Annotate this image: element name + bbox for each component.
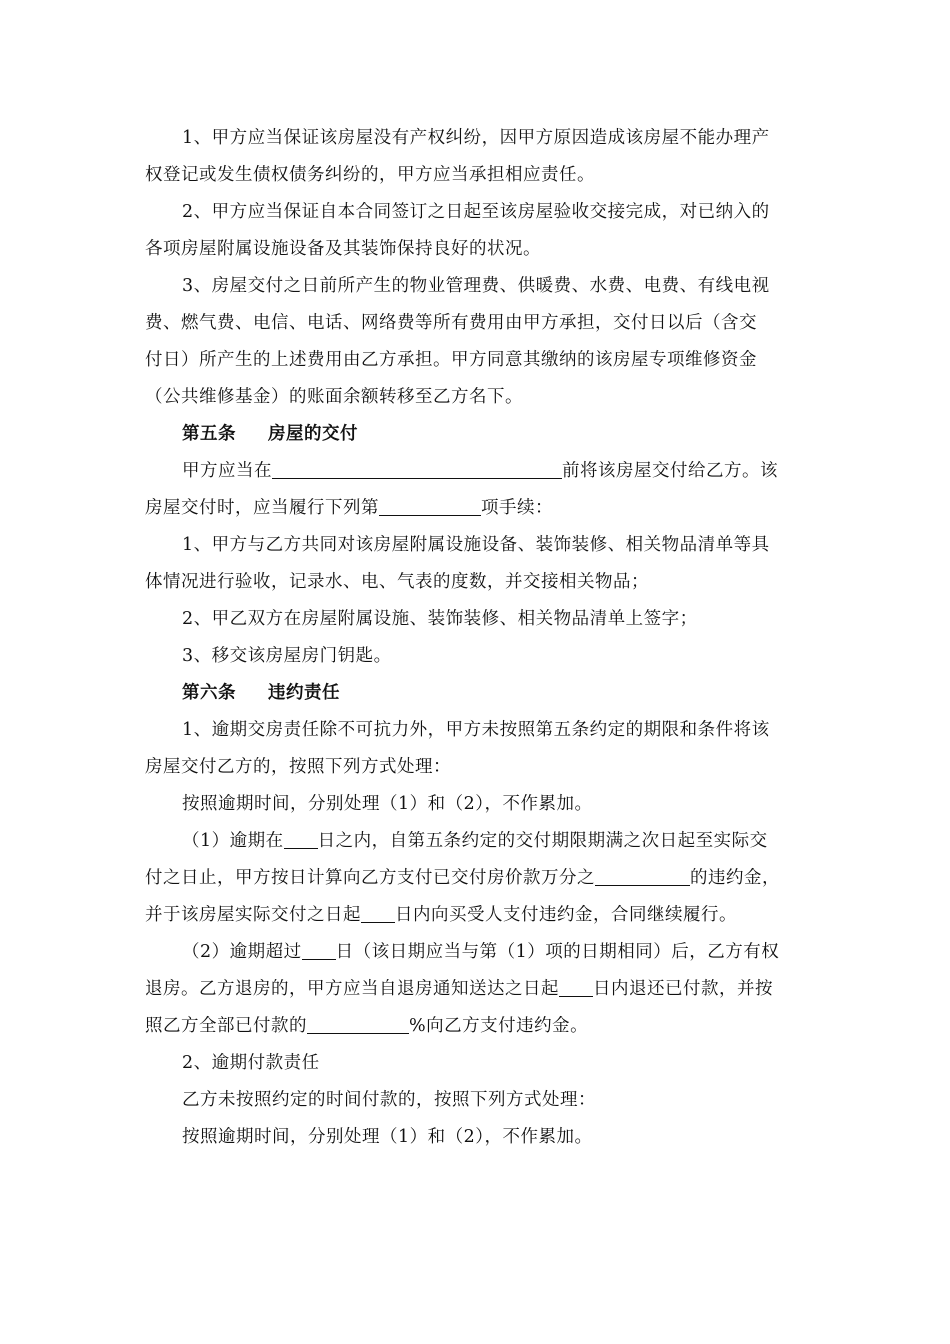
clause-line: （1）逾期在 日之内，自第五条约定的交付期限期满之次日起至实际交 [182, 831, 768, 851]
procedure-item: 3、移交该房屋房门钥匙。 [182, 646, 392, 666]
clause-line: 付之日止，甲方按日计算向乙方支付已交付房价款万分之 的违约金， [145, 868, 780, 888]
clause-line: 照乙方全部已付款的 %向乙方支付违约金。 [145, 1016, 589, 1036]
clause-line: （公共维修基金）的账面余额转移至乙方名下。 [145, 387, 523, 407]
clause-line: 3、房屋交付之日前所产生的物业管理费、供暖费、水费、电费、有线电视 [182, 276, 770, 296]
clause-line: 付日）所产生的上述费用由乙方承担。甲方同意其缴纳的该房屋专项维修资金 [145, 350, 757, 370]
clause-line: 2、甲方应当保证自本合同签订之日起至该房屋验收交接完成，对已纳入的 [182, 202, 770, 222]
clause-line: 权登记或发生债权债务纠纷的，甲方应当承担相应责任。 [145, 165, 595, 185]
delivery-date-blank[interactable] [272, 460, 562, 479]
delivery-date-line: 甲方应当在 前将该房屋交付给乙方。该 [182, 461, 778, 481]
procedure-number-blank[interactable] [379, 497, 481, 516]
clause-line: 1、甲方应当保证该房屋没有产权纠纷，因甲方原因造成该房屋不能办理产 [182, 128, 770, 148]
days-blank[interactable] [559, 978, 593, 997]
clause-line: 乙方未按照约定的时间付款的，按照下列方式处理： [182, 1090, 596, 1110]
clause-line: 房屋交付乙方的，按照下列方式处理： [145, 757, 451, 777]
days-blank[interactable] [284, 830, 318, 849]
days-blank[interactable] [302, 941, 336, 960]
clause-line: 退房。乙方退房的，甲方应当自退房通知送达之日起 日内退还已付款，并按 [145, 979, 773, 999]
clause-line: 按照逾期时间，分别处理（1）和（2），不作累加。 [182, 1127, 593, 1147]
article-5-heading [182, 422, 862, 446]
clause-line: 按照逾期时间，分别处理（1）和（2），不作累加。 [182, 794, 593, 814]
clause-line: 1、逾期交房责任除不可抗力外，甲方未按照第五条约定的期限和条件将该 [182, 720, 770, 740]
article-title: 房屋的交付 [268, 424, 358, 444]
rate-blank[interactable] [595, 867, 690, 886]
clause-line: （2）逾期超过 日（该日期应当与第（1）项的日期相同）后，乙方有权 [182, 942, 780, 962]
clause-line: 各项房屋附属设施设备及其装饰保持良好的状况。 [145, 239, 541, 259]
article-title: 违约责任 [268, 683, 340, 703]
procedure-item: 1、甲方与乙方共同对该房屋附属设施设备、装饰装修、相关物品清单等具 [182, 535, 770, 555]
clause-line: 费、燃气费、电信、电话、网络费等所有费用由甲方承担，交付日以后（含交 [145, 313, 757, 333]
procedure-line: 房屋交付时，应当履行下列第 项手续： [145, 498, 553, 518]
days-blank[interactable] [361, 904, 395, 923]
procedure-item: 2、甲乙双方在房屋附属设施、装饰装修、相关物品清单上签字； [182, 609, 698, 629]
percent-blank[interactable] [307, 1015, 409, 1034]
article-number: 第五条 [182, 424, 236, 444]
article-number: 第六条 [182, 683, 236, 703]
clause-line: 并于该房屋实际交付之日起 日内向买受人支付违约金，合同继续履行。 [145, 905, 737, 925]
clause-line: 2、逾期付款责任 [182, 1053, 320, 1073]
article-6-heading [182, 681, 862, 705]
procedure-item-cont: 体情况进行验收，记录水、电、气表的度数，并交接相关物品； [145, 572, 649, 592]
